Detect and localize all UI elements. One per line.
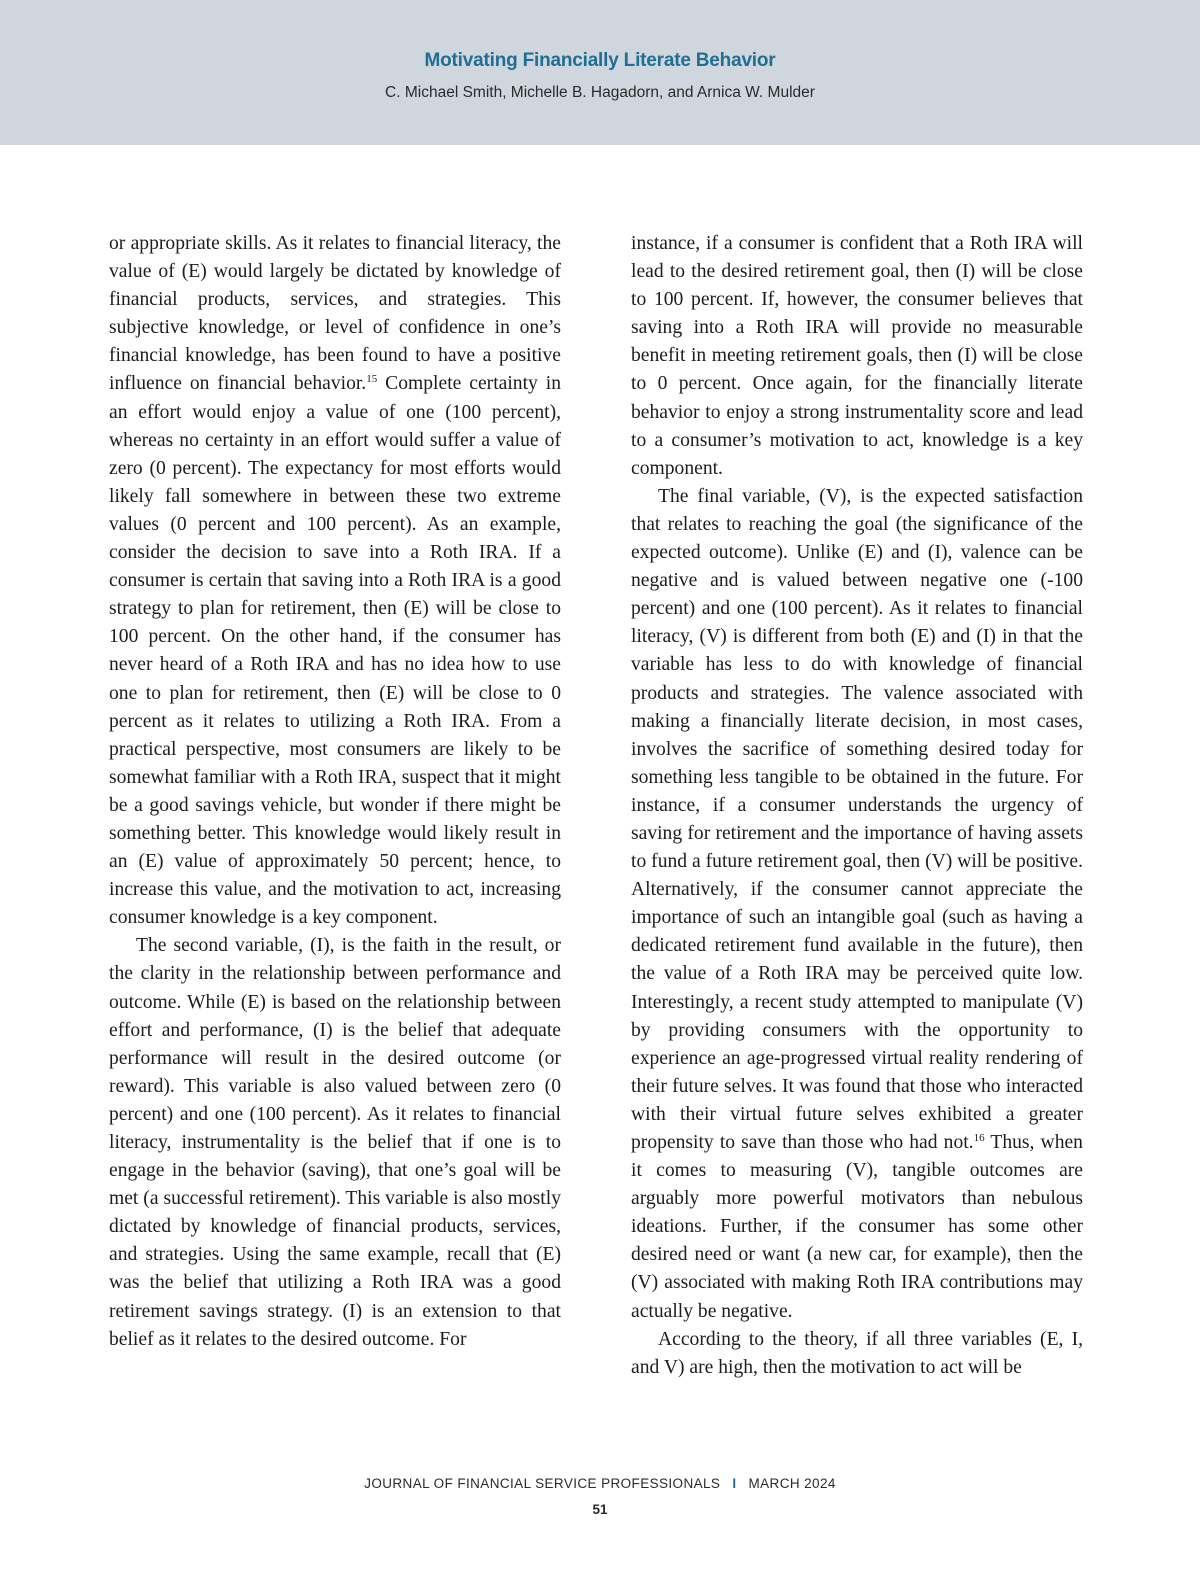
running-footer <box>0 1476 1200 1491</box>
paragraph-expectancy <box>109 230 561 932</box>
running-header <box>0 0 1200 145</box>
footnote-ref[interactable]: 15 <box>366 373 378 386</box>
page-number: 51 <box>592 1502 608 1517</box>
paragraph-valence <box>631 483 1083 1326</box>
left-column <box>109 230 561 1354</box>
article-title: Motivating Financially Literate Behavior <box>424 50 776 71</box>
footer-separator: I <box>732 1476 737 1491</box>
footnote-ref[interactable]: 16 <box>973 1132 985 1144</box>
article-authors: C. Michael Smith, Michelle B. Hagadorn, and Arnica W. Mulder <box>385 84 815 101</box>
paragraph-instrumentality-cont: instance, if a consumer is confident that a Roth IRA will lead to the desired retirement goal, then (I) will be close to 100 percent. If, however, the consumer believes that saving into a Roth IRA will provide no measurable benefit in meeting retirement goals, then (I) will be close to 0 percent. Once again, for the financially literate behavior to enjoy a strong instrumentality score and lead to a consumer’s motivation to act, knowledge is a key component. <box>631 233 1083 479</box>
journal-name: JOURNAL OF FINANCIAL SERVICE PROFESSIONALS <box>364 1476 721 1491</box>
paragraph-instrumentality: The second variable, (I), is the faith in the result, or the clarity in the relationship between performance and outcome. While (E) is based on the relationship between effort and performance, (I) is the belief that adequate performance will result in the desired outcome (or reward). This variable is also valued between zero (0 percent) and one (100 percent). As it relates to financial literacy, instrumentality is the belief that if one is to engage in the behavior (saving), that one’s goal will be met (a successful retirement). This variable is also mostly dictated by knowledge of financial products, services, and strategies. Using the same example, recall that (E) was the belief that utilizing a Roth IRA was a good retirement savings strategy. (I) is an extension to that belief as it relates to the desired outcome. For <box>109 935 561 1350</box>
paragraph-theory: According to the theory, if all three variables (E, I, and V) are high, then the motivation to act will be <box>631 1328 1083 1378</box>
paragraph-text: Complete certainty in an effort would enjoy a value of one (100 percent), whereas no certainty in an effort would suffer a value of zero (0 percent). The expectancy for most efforts would likely fall somewhere in between these two extreme values (0 percent and 100 percent). As an example, consider the decision to save into a Roth IRA. If a consumer is certain that saving into a Roth IRA is a good strategy to plan for retirement, then (E) will be close to 100 percent. On the other hand, if the consumer has never heard of a Roth IRA and has no idea how to use one to plan for retirement, then (E) will be close to 0 percent as it relates to utilizing a Roth IRA. From a practical perspective, most consumers are likely to be somewhat familiar with a Roth IRA, suspect that it might be a good savings vehicle, but wonder if there might be something better. This knowledge would likely result in an (E) value of approximately 50 percent; hence, to increase this value, and the motivation to act, increasing consumer knowledge is a key component. <box>109 373 561 929</box>
paragraph-text: or appropriate skills. As it relates to financial literacy, the value of (E) would largely be dictated by knowledge of financial products, services, and strategies. This subjective knowledge, or level of confidence in one’s financial knowledge, has been found to have a positive influence on financial behavior. <box>109 233 561 395</box>
right-column <box>631 230 1083 1382</box>
issue-date: MARCH 2024 <box>748 1476 836 1491</box>
paragraph-text: The final variable, (V), is the expected satisfaction that relates to reaching the goal (the significance of the expected outcome). Unlike (E) and (I), valence can be negative and is valued between negative one (-100 percent) and one (100 percent). As it relates to financial literacy, (V) is different from both (E) and (I) in that the variable has less to do with knowledge of financial products and strategies. The valence associated with making a financially literate decision, in most cases, involves the sacrifice of something desired today for something less tangible to be obtained in the future. For instance, if a consumer understands the urgency of saving for retirement and the importance of having assets to fund a future retirement goal, then (V) will be positive. Alternatively, if the consumer cannot appreciate the importance of such an intangible goal (such as having a dedicated retirement fund available in the future), then the value of a Roth IRA may be perceived quite low. Interestingly, a recent study attempted to manipulate (V) by providing consumers with the opportunity to experience an age-progressed virtual reality rendering of their future selves. It was found that those who interacted with their virtual future selves exhibited a greater propensity to save than those who had not. <box>631 485 1083 1153</box>
paragraph-text: Thus, when it comes to measuring (V), tangible outcomes are arguably more powerful motivators than nebulous ideations. Further, if the consumer has some other desired need or want (a new car, for example), then the (V) associated with making Roth IRA contributions may actually be negative. <box>631 1132 1083 1322</box>
